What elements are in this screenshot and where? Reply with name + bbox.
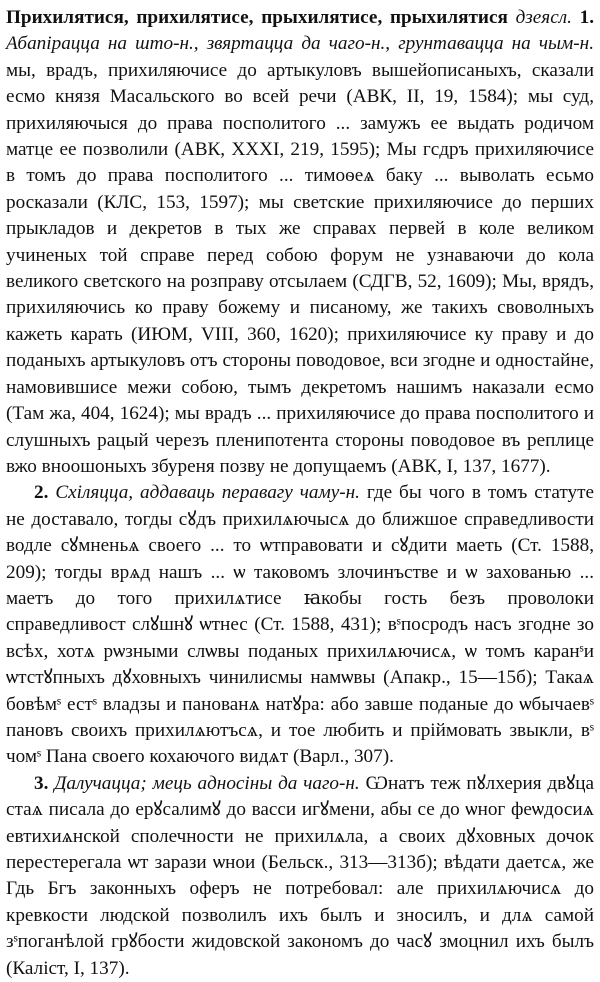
sense-definition: Далучацца; мець адносіны да чаго-н. (54, 772, 360, 794)
sense-2 (6, 480, 594, 770)
sense-definition: Абапірацца на што-н., звяртацца да чаго-н., грунтавацца на чым-н. (6, 33, 594, 55)
entry-headword: Прихилятися, прихилятисе, прыхилятисе, прыхилятися (6, 7, 508, 28)
sense-quotes: мы, врадъ, прихиляючисе до артыкуловъ вышейописаныхъ, сказали есмо князя Масальского во всей речи (АВК, II, 19, 1584); мы суд, прихиляючыся до права посполитого ... замужъ ее выдать родичом матце ее позволили (АВК, XXXI, 219, 1595); Мы гсдръ прихиляючисе в томъ до права посполитого ... тимоѳеѧ баку ... выволать есьмо росказали (КЛС, 153, 1597); мы светские прихиляючисе до перших прыкладов и декретов в тых же справах первей в коле великом учиненых той справе перед собою форум не узнаваючи до кола великого светского на розправу отсылаем (СДГВ, 52, 1609); Мы, врядъ, прихиляючись ко праву божему и писаному, же такихъ своволныхъ кажеть карать (ИЮМ, VIII, 360, 1620); прихиляючисе ку праву и до поданыхъ артыкуловъ отъ стороны поводовое, вси згодне и одностайне, намовившисе межи собою, тымъ декретомъ нашимъ наказали есмо (Там жа, 404, 1624); мы врадъ ... прихиляючисе до права посполитого и слушныхъ рацый черезъ пленипотента стороны поводовое въ реплице вжо вноошоныхъ збуреня позву не допущаемъ (АВК, I, 137, 1677). (6, 59, 594, 477)
sense-definition: Схіляцца, аддаваць перавагу чаму-н. (55, 482, 360, 504)
sense-quotes: где бы чого в томъ статуте не доставало, тогды сꙋдъ прихилѧючысѧ до ближшое справедливости водле сꙋмненьѧ своего ... то ѡтправовати и сꙋдити маеть (Ст. 1588, 209); тогды врѧд нашъ ... ѡ таковомъ злочинъстве и ѡ захованью ... маетъ до того прихилѧтисе ꙗкобы гость безъ проволоки справедливост слꙋшнꙋ ѡтнес (Ст. 1588, 431); вˢпосродъ насъ згодне зо всѣх, хотѧ рѡзными слѡвы поданых прихилѧючисѧ, ѡ томъ каранˢи ѡтстꙋпныхъ дꙋховныхъ чинилисмы намѡвы (Апакр., 15—15б); Такаѧ бовѣмˢ естˢ владзы и панованѧ натꙋра: або завше поданые до ѡбычаевˢ пановъ своихъ прихилѧютъсѧ, и тое любить и прiймовать звыкли, вˢ чомˢ Пана своего кохаючого видѧт (Варл., 307). (6, 482, 595, 768)
grammar-label: дзеясл. (515, 7, 572, 28)
dictionary-entry (6, 5, 594, 982)
sense-3 (6, 771, 594, 982)
sense-number: 3. (34, 772, 49, 794)
sense-1 (6, 5, 594, 480)
sense-number: 2. (34, 482, 49, 504)
sense-number: 1. (579, 7, 595, 28)
sense-quotes: Ѡнатъ теж пꙋлхерия двꙋца стаѧ писала до ерꙋсалимꙋ до васси игꙋмени, абы се до ѡног феѡдосиѧ евтихиѧнской сполечности не прихилѧла, а своих дꙋховных дочок перестерегала ѡт зарази ѡнои (Бельск., 313—313б); вѣдати даетсѧ, же Гдь Бгъ законныхъ оферъ не потребовал: але прихилѧючисѧ до кревкости людской позволилъ ихъ былъ и зносилъ, и длѧ самой зˢпоганѣлой грꙋбости жидовской закономъ до часꙋ змоцнил ихъ былъ (Каліст, I, 137). (6, 772, 594, 979)
